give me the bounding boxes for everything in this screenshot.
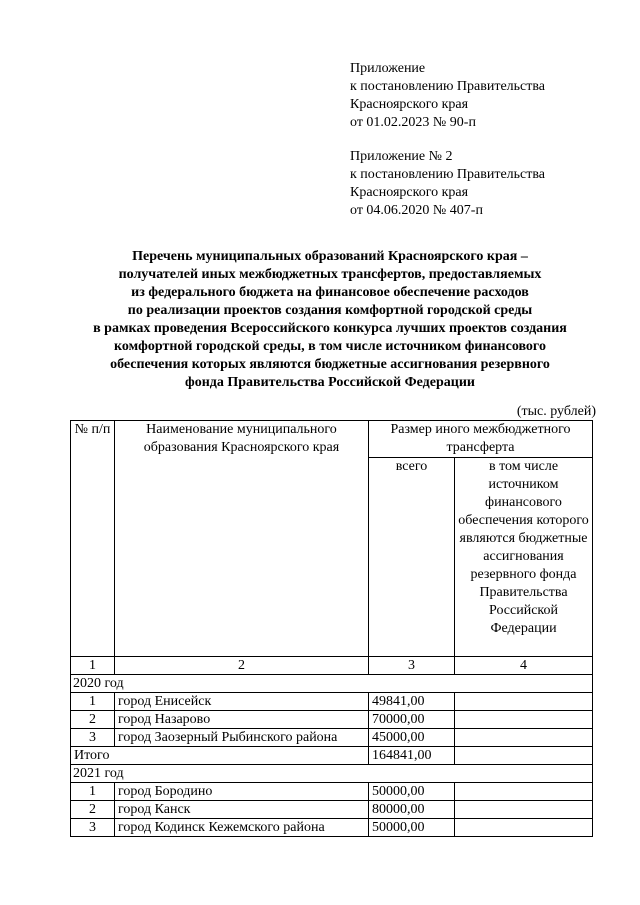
total-label: Итого — [71, 747, 369, 765]
row-num: 2 — [71, 801, 115, 819]
row-reserve — [455, 693, 593, 711]
row-reserve — [455, 819, 593, 837]
appendix-line: Красноярского края — [350, 97, 469, 112]
row-name: город Бородино — [115, 783, 369, 801]
header-name: Наименование муниципального образования Красноярского края — [115, 421, 369, 657]
appendix-line: к постановлению Правительства — [350, 79, 546, 94]
appendix-line: от 01.02.2023 № 90-п — [350, 115, 476, 130]
table-row — [71, 801, 593, 819]
row-num: 1 — [71, 693, 115, 711]
row-reserve — [455, 729, 593, 747]
row-total: 70000,00 — [369, 711, 455, 729]
appendix-line: к постановлению Правительства — [350, 167, 546, 182]
table-row — [71, 729, 593, 747]
appendix-line: Красноярского края — [350, 185, 469, 200]
row-reserve — [455, 711, 593, 729]
appendix-line: от 04.06.2020 № 407-п — [350, 203, 483, 218]
row-total: 45000,00 — [369, 729, 455, 747]
title-line: Перечень муниципальных образований Красноярского края – — [132, 249, 528, 264]
header-num: № п/п — [71, 421, 115, 657]
table-row — [71, 693, 593, 711]
row-total: 80000,00 — [369, 801, 455, 819]
column-number: 4 — [455, 657, 593, 675]
appendix-block-original — [350, 148, 620, 220]
row-name: город Заозерный Рыбинского района — [115, 729, 369, 747]
row-num: 3 — [71, 729, 115, 747]
row-name: город Кодинск Кежемского района — [115, 819, 369, 837]
row-name: город Енисейск — [115, 693, 369, 711]
title-line: обеспечения которых являются бюджетные ассигнования резервного — [110, 357, 550, 372]
row-num: 2 — [71, 711, 115, 729]
row-reserve — [455, 783, 593, 801]
title-line: по реализации проектов создания комфортной городской среды — [127, 303, 533, 318]
appendix-line: Приложение № 2 — [350, 149, 453, 164]
title-line: фонда Правительства Российской Федерации — [185, 375, 475, 390]
title-line: получателей иных межбюджетных трансфертов, предоставляемых — [118, 267, 542, 282]
column-number: 1 — [71, 657, 115, 675]
row-reserve — [455, 801, 593, 819]
row-num: 1 — [71, 783, 115, 801]
row-name: город Назарово — [115, 711, 369, 729]
total-reserve — [455, 747, 593, 765]
transfers-table — [70, 420, 593, 837]
total-row — [71, 747, 593, 765]
document-title — [60, 248, 600, 392]
appendix-block-current — [350, 60, 620, 132]
column-number: 3 — [369, 657, 455, 675]
column-number: 2 — [115, 657, 369, 675]
table-row — [71, 783, 593, 801]
title-line: из федерального бюджета на финансовое обеспечение расходов — [131, 285, 529, 300]
header-total: всего — [369, 458, 455, 657]
appendix-line: Приложение — [350, 61, 426, 76]
row-total: 50000,00 — [369, 783, 455, 801]
year-label-2021: 2021 год — [71, 765, 593, 783]
row-total: 50000,00 — [369, 819, 455, 837]
unit-note: (тыс. рублей) — [516, 404, 596, 419]
row-total: 49841,00 — [369, 693, 455, 711]
table-row — [71, 711, 593, 729]
header-amount: Размер иного межбюджетного трансферта — [369, 421, 593, 458]
row-num: 3 — [71, 819, 115, 837]
total-value: 164841,00 — [369, 747, 455, 765]
title-line: в рамках проведения Всероссийского конкурса лучших проектов создания — [93, 321, 567, 336]
title-line: комфортной городской среды, в том числе источником финансового — [114, 339, 546, 354]
table-row — [71, 819, 593, 837]
year-label-2020: 2020 год — [71, 675, 593, 693]
row-name: город Канск — [115, 801, 369, 819]
header-reserve: в том числе источником финансового обеспечения которого являются бюджетные ассигнования резервного фонда Правительства Российской Федерации — [455, 458, 593, 657]
